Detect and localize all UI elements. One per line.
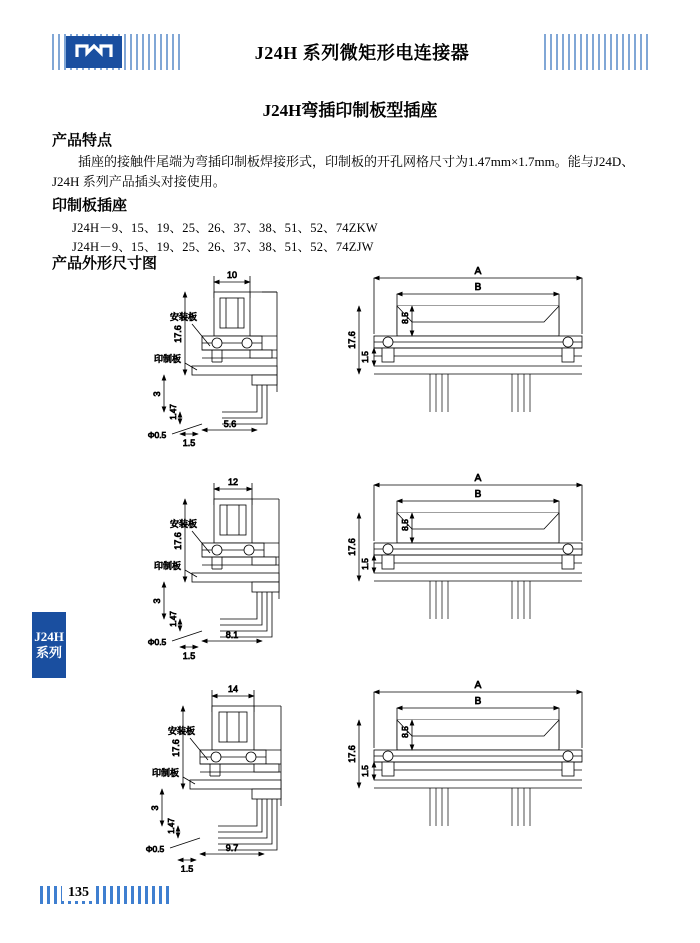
page-footer — [40, 886, 660, 908]
v1-dim-phi-0-5: Φ0.5 — [147, 430, 167, 440]
v3-front-dim-B: B — [474, 696, 482, 707]
v3-label-mount-plate: 安装板 — [168, 726, 196, 736]
v3-dim-14: 14 — [227, 684, 239, 694]
view-1-side — [148, 270, 277, 448]
v1-dim-3: 3 — [152, 391, 162, 397]
v3-front-dim-8-5: 8.5 — [400, 726, 410, 738]
v2-dim-phi-0-5: Φ0.5 — [147, 637, 167, 647]
v2-dim-1-5: 1.5 — [182, 651, 196, 661]
v2-front-dim-A: A — [474, 473, 482, 484]
section-heading-dimensions: 产品外形尺寸图 — [52, 256, 158, 272]
footer-hatch-bar — [40, 886, 170, 904]
view-1-front — [347, 266, 582, 412]
side-tab-series: J24H系列 — [32, 612, 66, 678]
v2-dim-17-6: 17.6 — [173, 532, 183, 550]
v3-dim-1-5: 1.5 — [180, 864, 194, 872]
v2-label-mount-plate: 安装板 — [170, 519, 198, 529]
view-3-side — [146, 684, 281, 872]
v3-dim-17-6: 17.6 — [171, 739, 181, 757]
v1-dim-17-6: 17.6 — [173, 325, 183, 343]
feature-body-text: 插座的接触件尾端为弯插印制板焊接形式，印制板的开孔网格尺寸为1.47mm×1.7mm。能与J24D、J24H 系列产品插头对接使用。 — [52, 154, 635, 189]
drawings-svg — [52, 262, 652, 872]
v3-dim-1-47: 1.47 — [167, 818, 176, 834]
model-line-zkw: J24H－9、15、19、25、26、37、38、51、52、74ZKW — [72, 221, 378, 235]
v2-label-pcb: 印制板 — [154, 561, 182, 571]
v1-label-pcb: 印制板 — [154, 354, 182, 364]
v1-dim-10: 10 — [226, 270, 238, 280]
page-header — [52, 34, 648, 70]
header-title: J24H 系列微矩形电连接器 — [254, 43, 470, 63]
v1-label-mount-plate: 安装板 — [170, 312, 198, 322]
v1-front-dim-A: A — [474, 266, 482, 277]
header-title-band — [182, 34, 542, 70]
view-2-front — [347, 473, 582, 619]
v2-front-dim-1-5: 1.5 — [360, 558, 370, 570]
section-heading-features: 产品特点 — [52, 133, 113, 149]
v1-dim-1-5: 1.5 — [182, 438, 196, 448]
v1-front-dim-17-6: 17.6 — [347, 331, 357, 349]
v2-front-dim-8-5: 8.5 — [400, 519, 410, 531]
v3-front-dim-17-6: 17.6 — [347, 745, 357, 763]
page-number: 135 — [62, 885, 95, 901]
v2-front-dim-17-6: 17.6 — [347, 538, 357, 556]
v2-dim-1-47: 1.47 — [169, 611, 178, 627]
v2-dim-3: 3 — [152, 598, 162, 604]
view-2-side — [148, 477, 279, 661]
v3-dim-phi-0-5: Φ0.5 — [145, 844, 165, 854]
section-heading-socket: 印制板插座 — [52, 198, 128, 214]
model-line-zjw: J24H－9、15、19、25、26、37、38、51、52、74ZJW — [72, 240, 374, 254]
v3-dim-9-7: 9.7 — [225, 843, 239, 853]
v3-label-pcb: 印制板 — [152, 768, 180, 778]
v1-front-dim-1-5: 1.5 — [360, 351, 370, 363]
v3-front-dim-1-5: 1.5 — [360, 765, 370, 777]
v3-dim-3: 3 — [150, 805, 160, 811]
v3-front-dim-A: A — [474, 680, 482, 691]
v1-front-dim-8-5: 8.5 — [400, 312, 410, 324]
page-title: J24H弯插印制板型插座 — [262, 101, 438, 120]
v2-dim-8-1: 8.1 — [225, 630, 239, 640]
v1-front-dim-B: B — [474, 282, 482, 293]
v1-dim-1-47: 1.47 — [169, 404, 178, 420]
v2-dim-12: 12 — [227, 477, 239, 487]
v2-front-dim-B: B — [474, 489, 482, 500]
company-logo-icon — [66, 36, 122, 68]
view-3-front — [347, 680, 582, 826]
v1-dim-5-6: 5.6 — [223, 419, 237, 429]
dimension-drawings — [52, 262, 652, 872]
